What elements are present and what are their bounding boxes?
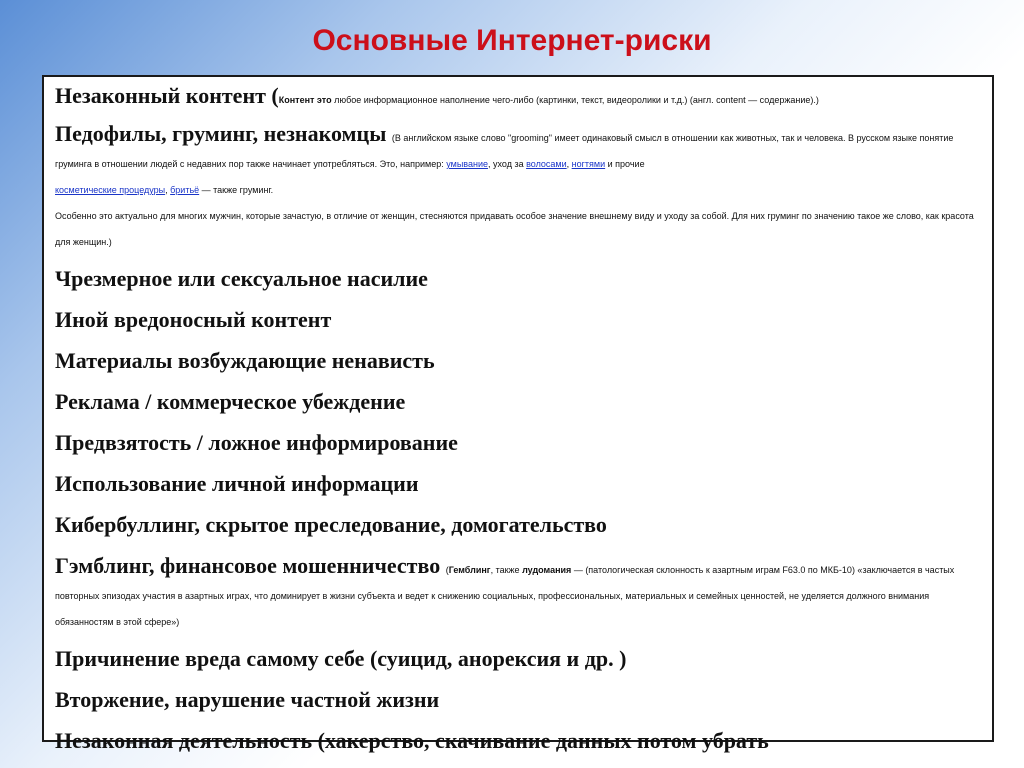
risk-item-illegal-content — [55, 83, 980, 109]
risk-item-title: Незаконный контент ( — [55, 83, 279, 108]
risk-item-violence: Чрезмерное или сексуальное насилие — [55, 266, 428, 291]
risk-item-bias: Предвзятость / ложное информирование — [55, 430, 458, 455]
note-bold-term: Контент это — [278, 95, 332, 105]
link-cosmetic-procedures[interactable]: косметические процедуры — [55, 185, 166, 195]
note-text: любое информационное наполнение чего-либо (картинки, текст, видеоролики и т.д.) (англ. content — содержание).) — [331, 95, 819, 105]
risk-item-title: Гэмблинг, финансовое мошенничество — [55, 553, 441, 578]
risk-item-self-harm: Причинение вреда самому себе (суицид, анорексия и др. ) — [55, 646, 627, 671]
link-hair[interactable]: волосами — [526, 159, 567, 169]
note-text: — (патологическая склонность к азартным играм F63.0 по МКБ-10) «заключается в частых повторных эпизодах участия в азартных играх, что доминирует в жизни субъекта и ведет к снижению социальных, профессиональных, материальных и семейных ценностей, не уделяется должного внимания обязанностям в этой сфере») — [55, 565, 955, 627]
link-shaving[interactable]: бритьё — [170, 185, 200, 195]
note-text: Особенно это актуально для многих мужчин, которые зачастую, в отличие от женщин, стесняются придавать особое значение внешнему виду и уходу за собой. Для них груминг по значению такое же слово, как красота для женщин.) — [55, 211, 974, 247]
note-text: и прочие — [605, 159, 645, 169]
risk-item-grooming — [55, 121, 980, 251]
note-bold-term: лудомания — [522, 565, 572, 575]
risk-list-box — [42, 75, 994, 753]
risk-item-cyberbullying: Кибербуллинг, скрытое преследование, домогательство — [55, 512, 607, 537]
risk-item-personal-info: Использование личной информации — [55, 471, 419, 496]
note-text: , также — [490, 565, 523, 575]
slide-title: Основные Интернет-риски — [312, 24, 712, 57]
link-washing[interactable]: умывание — [446, 159, 488, 169]
risk-item-illegal-activity: Незаконная деятельность (хакерство, скачивание данных потом убрать — [55, 728, 769, 753]
risk-item-hate-materials: Материалы возбуждающие ненависть — [55, 348, 435, 373]
note-text: ( — [445, 565, 449, 575]
link-nails[interactable]: ногтями — [571, 159, 606, 169]
risk-item-advertising: Реклама / коммерческое убеждение — [55, 389, 406, 414]
note-text: , — [566, 159, 572, 169]
note-text: — также груминг. — [199, 185, 274, 195]
risk-item-title: Педофилы, груминг, незнакомцы — [55, 121, 387, 146]
note-text: , — [165, 185, 171, 195]
risk-item-note — [279, 95, 819, 105]
note-text: , уход за — [487, 159, 527, 169]
note-text: (В английском языке слово "grooming" имеет одинаковый смысл в отношении как животных, так и человека. В русском языке понятие груминга в отношении людей с недавних пор также начинает употребляться. Это, например: — [55, 133, 954, 169]
risk-item-harmful-content: Иной вредоносный контент — [55, 307, 332, 332]
risk-item-note — [55, 133, 974, 247]
risk-item-privacy: Вторжение, нарушение частной жизни — [55, 687, 440, 712]
risk-item-gambling — [55, 553, 980, 631]
note-bold-term: Гемблинг — [448, 565, 491, 575]
